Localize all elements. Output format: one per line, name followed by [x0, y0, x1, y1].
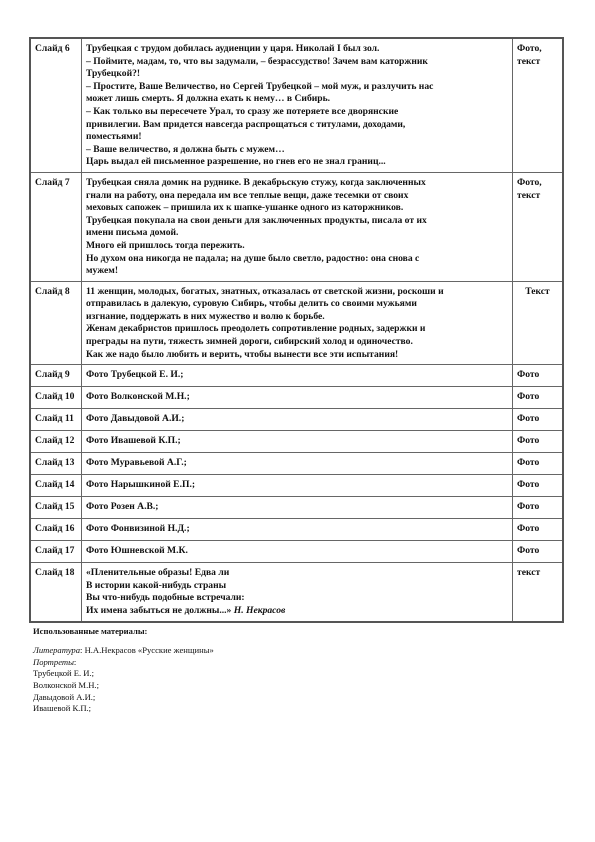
content-line: Фото Давыдовой А.И.;: [86, 413, 185, 425]
portrait-item: Ивашевой К.П.;: [33, 703, 92, 714]
slide-content-cell: [82, 38, 513, 172]
slide-content-cell: [82, 541, 513, 563]
content-line: Фото Нарышкиной Е.П.;: [86, 479, 196, 491]
type-line: Фото,: [517, 176, 542, 188]
quote-last-line: Их имена забыться не должны...»: [86, 605, 232, 617]
slide-type-cell: [513, 475, 564, 497]
content-line: Вы что-нибудь подобные встречали:: [86, 592, 245, 604]
slide-row: [30, 172, 563, 281]
slide-type-cell: [513, 541, 564, 563]
slide-row: [30, 281, 563, 365]
content-line: – Ваше величество, я должна быть с мужем…: [86, 143, 285, 155]
content-line: Фото Волконской М.Н.;: [86, 391, 190, 403]
content-line: мужем!: [86, 265, 119, 277]
slide-type-cell: [513, 409, 564, 431]
slide-row: [30, 563, 563, 622]
content-line: меховых сапожек – пришила их к шапке-ушанке одного из каторжников.: [86, 202, 404, 214]
slide-row: [30, 38, 563, 172]
content-line: отправилась в далекую, суровую Сибирь, чтобы делить со своими мужьями: [86, 298, 417, 310]
slide-type-cell: [513, 172, 564, 281]
type-line: Фото: [517, 523, 540, 535]
slide-row: [30, 431, 563, 453]
slide-number-cell: Слайд 12: [30, 431, 82, 453]
content-line: может лишь смерть. Я должна ехать к нему… в Сибирь.: [86, 93, 331, 105]
references-heading: Использованные материалы:: [33, 625, 148, 636]
type-line: Фото: [517, 457, 540, 469]
literature-text: : Н.А.Некрасов «Русские женщины»: [80, 645, 214, 656]
slide-type-cell: [513, 519, 564, 541]
type-line: текст: [517, 189, 541, 201]
portraits-line: [33, 657, 564, 669]
slide-row: [30, 387, 563, 409]
slide-type-cell: [513, 497, 564, 519]
content-line: Трубецкая с трудом добилась аудиенции у царя. Николай I был зол.: [86, 43, 380, 54]
slide-content-cell: [82, 281, 513, 365]
slide-content-cell: [82, 563, 513, 622]
content-line: 11 женщин, молодых, богатых, знатных, отказалась от светской жизни, роскоши и: [86, 285, 444, 297]
slide-content-cell: [82, 453, 513, 475]
slide-number-cell: Слайд 11: [30, 409, 82, 431]
document-page: [29, 37, 564, 715]
content-line: «Пленительные образы! Едва ли: [86, 567, 230, 579]
content-line: Фото Юшневской М.К.: [86, 545, 188, 557]
type-line: текст: [517, 567, 541, 579]
content-line: имени письма домой.: [86, 227, 179, 239]
content-line: – Как только вы пересечете Урал, то сразу же потеряете все дворянские: [86, 105, 399, 117]
quote-author: Н. Некрасов: [233, 605, 286, 617]
portrait-item: Трубецкой Е. И.;: [33, 668, 95, 679]
portrait-item: Давыдовой А.И.;: [33, 691, 96, 702]
content-line: гнали на работу, она передала им все теплые вещи, даже тесемки от своих: [86, 189, 409, 201]
content-line: Фото Трубецкой Е. И.;: [86, 369, 184, 381]
slide-content-cell: [82, 431, 513, 453]
slide-type-cell: [513, 281, 564, 365]
content-line: Фото Розен А.В.;: [86, 501, 159, 513]
content-line: Женам декабристов пришлось преодолеть сопротивление родных, задержки и: [86, 323, 426, 335]
slide-type-cell: [513, 365, 564, 387]
content-line: Трубецкой?!: [86, 68, 141, 80]
portraits-label: Портреты: [33, 656, 74, 667]
slide-row: [30, 409, 563, 431]
portraits-colon: :: [73, 656, 77, 667]
slide-row: [30, 519, 563, 541]
type-line: Фото: [517, 501, 540, 513]
content-line: Трубецкая покупала на свои деньги для заключенных продукты, писала от их: [86, 214, 427, 226]
slide-row: [30, 453, 563, 475]
content-line: Много ей пришлось тогда пережить.: [86, 239, 245, 251]
content-line: [86, 605, 508, 618]
type-line: Текст: [525, 285, 550, 297]
slide-number-cell: Слайд 17: [30, 541, 82, 563]
slide-row: [30, 497, 563, 519]
content-line: привилегии. Вам придется навсегда распрощаться с титулами, доходами,: [86, 118, 406, 130]
slide-number-cell: Слайд 10: [30, 387, 82, 409]
slide-content-cell: [82, 387, 513, 409]
slide-content-cell: [82, 409, 513, 431]
slides-table: [29, 37, 564, 623]
slide-number-cell: Слайд 8: [30, 281, 82, 365]
type-line: Фото: [517, 413, 540, 425]
content-line: В истории какой-нибудь страны: [86, 579, 227, 591]
content-line: Но духом она никогда не падала; на душе было светло, радостно: она снова с: [86, 252, 420, 264]
type-line: Фото: [517, 545, 540, 557]
slide-content-cell: [82, 365, 513, 387]
content-line: изгнание, поддержать в них мужество и волю к борьбе.: [86, 310, 325, 322]
slide-content-cell: [82, 497, 513, 519]
content-line: – Простите, Ваше Величество, но Сергей Трубецкой – мой муж, и разлучить нас: [86, 80, 434, 92]
slide-number-cell: Слайд 15: [30, 497, 82, 519]
literature-label: Литература: [33, 645, 81, 656]
content-line: Как же надо было любить и верить, чтобы вынести все эти испытания!: [86, 348, 399, 360]
slide-type-cell: [513, 38, 564, 172]
slide-number-cell: Слайд 6: [30, 38, 82, 172]
slide-content-cell: [82, 519, 513, 541]
slide-number-cell: Слайд 9: [30, 365, 82, 387]
content-line: Фото Фонвизиной Н.Д.;: [86, 523, 190, 535]
slide-row: [30, 475, 563, 497]
type-line: текст: [517, 55, 541, 67]
type-line: Фото: [517, 391, 540, 403]
slide-content-cell: [82, 475, 513, 497]
literature-line: [33, 645, 564, 657]
content-line: Трубецкая сняла домик на руднике. В декабрьскую стужу, когда заключенных: [86, 176, 426, 188]
type-line: Фото: [517, 435, 540, 447]
type-line: Фото: [517, 369, 540, 381]
slides-table-body: [30, 38, 563, 622]
slide-type-cell: [513, 563, 564, 622]
content-line: преграды на пути, тяжесть зимней дороги, сибирский холод и одиночество.: [86, 336, 413, 348]
content-line: поместьями!: [86, 131, 142, 143]
portrait-item: Волконской М.Н.;: [33, 680, 99, 690]
slide-row: [30, 541, 563, 563]
slide-number-cell: Слайд 18: [30, 563, 82, 622]
slide-type-cell: [513, 431, 564, 453]
slide-number-cell: Слайд 14: [30, 475, 82, 497]
slide-number-cell: Слайд 13: [30, 453, 82, 475]
slide-type-cell: [513, 453, 564, 475]
type-line: Фото: [517, 479, 540, 491]
references-section: [29, 626, 564, 715]
slide-type-cell: [513, 387, 564, 409]
content-line: Фото Муравьевой А.Г.;: [86, 457, 187, 469]
type-line: Фото,: [517, 43, 542, 54]
slide-row: [30, 365, 563, 387]
content-line: Фото Ивашевой К.П.;: [86, 435, 181, 447]
content-line: – Поймите, мадам, то, что вы задумали, – безрассудство! Зачем вам каторжник: [86, 55, 428, 67]
slide-content-cell: [82, 172, 513, 281]
content-line: Царь выдал ей письменное разрешение, но гнев его не знал границ...: [86, 156, 386, 168]
slide-number-cell: Слайд 7: [30, 172, 82, 281]
slide-number-cell: Слайд 16: [30, 519, 82, 541]
